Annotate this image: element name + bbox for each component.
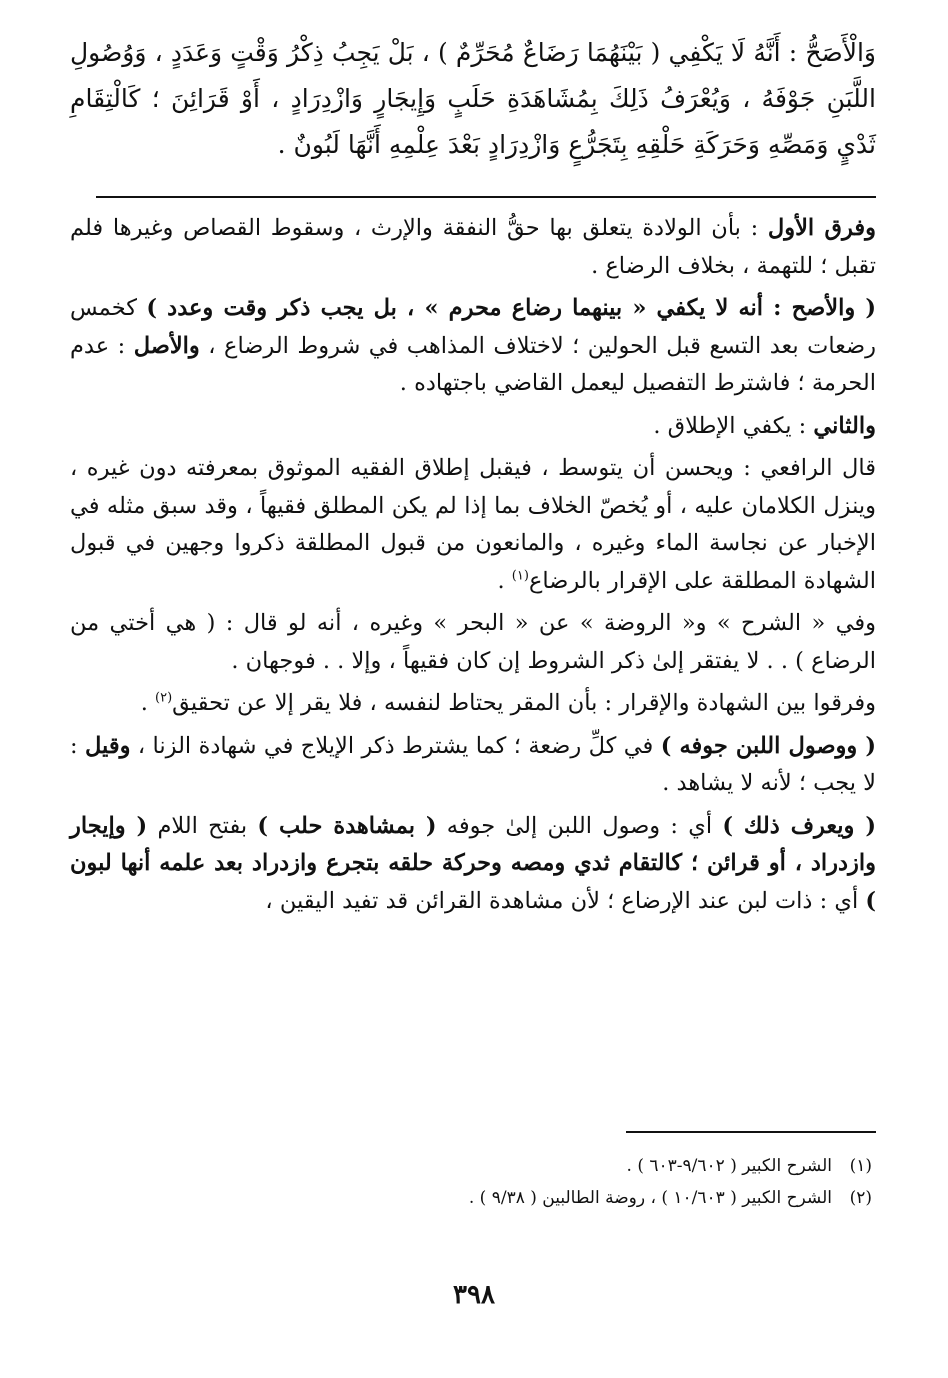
sharh-paragraph-6 [70, 685, 876, 723]
sharh-text: أي : ذات لبن عند الإرضاع ؛ لأن مشاهدة القرائن قد تفيد اليقين ، [265, 887, 866, 914]
sharh-text: قال الرافعي : ويحسن أن يتوسط ، فيقبل إطلاق الفقيه الموثوق بمعرفته دون غيره ، وينزل الكلامان عليه ، أو يُخصّ الخلاف بما إذا لم يكن المطلق فقيهاً ، وقد سبق مثله في الإخبار عن نجاسة الماء وغيره ، والمانعون من قبول المطلقة ذكروا وجهين في قبول الشهادة المطلقة على الإقرار بالرضاع [70, 455, 876, 594]
footnotes [92, 1150, 872, 1214]
sharh-paragraph-1 [70, 210, 876, 285]
page-number: ٣٩٨ [453, 1280, 495, 1310]
footnote-1 [92, 1150, 872, 1182]
page-body [70, 30, 876, 925]
footnote-ref-2[interactable]: (٢) [155, 690, 173, 706]
sharh-paragraph-3 [70, 408, 876, 446]
sharh-text: بفتح اللام [147, 812, 258, 839]
sharh-text: : يكفي الإطلاق . [653, 412, 814, 439]
sharh-text: وفرقوا بين الشهادة والإقرار : بأن المقر يحتاط لنفسه ، فلا يقر إلا عن تحقيق [172, 690, 876, 716]
footnote-number: (١) [849, 1156, 872, 1176]
footnote-divider [626, 1131, 876, 1133]
sharh-text: : بأن الولادة يتعلق بها حقُّ النفقة والإرث ، وسقوط القصاص وغيرها فلم تقبل ؛ للتهمة ، بخلاف الرضاع . [70, 215, 876, 279]
sharh-paragraph-2 [70, 290, 876, 403]
bold-matn-quote: ( ووصول اللبن جوفه ) [660, 732, 877, 759]
matn-text: وَالْأَصَحُّ : أَنَّهُ لَا يَكْفِي ( بَيْنَهُمَا رَضَاعٌ مُحَرِّمٌ ) ، بَلْ يَجِبُ ذِكْرُ وَقْتٍ وَعَدَدٍ ، وَوُصُولِ اللَّبَنِ جَوْفَهُ ، وَيُعْرَفُ ذَلِكَ بِمُشَاهَدَةِ حَلَبٍ وَإِيجَارٍ وَازْدِرَادٍ ، أَوْ قَرَائِنَ ؛ كَالْتِقَامِ ثَدْيٍ وَمَصِّهِ وَحَرَكَةِ حَلْقِهِ بِتَجَرُّعٍ وَازْدِرَادٍ بَعْدَ عِلْمِهِ أَنَّهَا لَبُونٌ . [70, 38, 876, 159]
bold-matn-quote: ( بمشاهدة حلب ) [257, 812, 437, 839]
sharh-text: أي : وصول اللبن إلىٰ جوفه [436, 812, 723, 839]
footnote-number: (٢) [849, 1188, 872, 1208]
sharh-text: وفي « الشرح » و« الروضة » عن « البحر » وغيره ، أنه لو قال : ( هي أختي من الرضاع ) . . لا يفتقر إلىٰ ذكر الشروط إن كان فقيهاً ، وإلا . . فوجهان . [70, 610, 876, 674]
sharh-text: في كلِّ رضعة ؛ كما يشترط ذكر الإيلاج في شهادة الزنا ، [137, 732, 661, 759]
footnote-text: الشرح الكبير ( ٩/٦٠٢-٦٠٣ ) . [626, 1156, 832, 1176]
sharh-text: : عدم الحرمة ؛ فاشترط التفصيل ليعمل القاضي باجتهاده . [70, 332, 876, 396]
bold-term: والثاني [813, 412, 876, 439]
sharh-paragraph-5 [70, 605, 876, 680]
bold-term: وفرق الأول [767, 215, 876, 241]
footnote-2 [92, 1182, 872, 1214]
footnote-ref-1[interactable]: (١) [511, 568, 529, 583]
bold-term: وقيل [85, 732, 131, 759]
sharh-commentary [70, 210, 876, 920]
sharh-paragraph-8 [70, 808, 876, 921]
footnote-text: الشرح الكبير ( ١٠/٦٠٣ ) ، روضة الطالبين ( ٩/٣٨ ) . [468, 1188, 832, 1208]
sharh-paragraph-4: قال الرافعي : ويحسن أن يتوسط ، فيقبل إطلاق الفقيه الموثوق بمعرفته دون غيره ، وينزل الكلامان عليه ، أو يُخصّ الخلاف بما إذا لم يكن المطلق فقيهاً ، وقد سبق مثله في الإخبار عن نجاسة الماء وغيره ، والمانعون من قبول المطلقة ذكروا وجهين في قبول الشهادة المطلقة على الإقرار بالرضاع$^{(١)}$ . [70, 455, 876, 594]
bold-matn-quote: ( وإيجار وازدراد ، أو قرائن ؛ كالتقام ثدي ومصه وحركة حلقه بتجرع وازدراد بعد علمه أنها لبون ) [70, 812, 876, 914]
bold-matn-quote: ( والأصح : أنه لا يكفي « بينهما رضاع محرم » ، بل يجب ذكر وقت وعدد ) [146, 295, 876, 321]
matn-divider [96, 196, 876, 198]
sharh-text: كخمس رضعات بعد التسع قبل الحولين ؛ لاختلاف المذاهب في شروط الرضاع ، [70, 295, 877, 359]
sharh-paragraph-7 [70, 728, 876, 803]
bold-term: والأصل [133, 332, 200, 359]
bold-matn-quote: ( ويعرف ذلك ) [722, 812, 876, 839]
sharh-text: : لا يجب ؛ لأنه لا يشاهد . [70, 732, 876, 796]
sharh-text: . [140, 690, 156, 716]
